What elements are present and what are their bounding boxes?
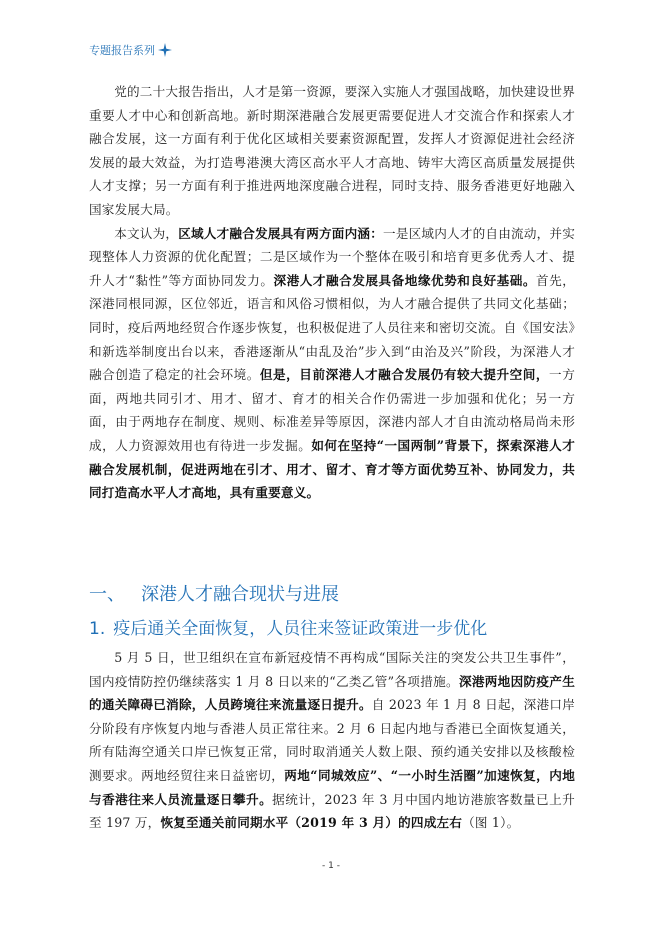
- subsection-title: 疫后通关全面恢复，人员往来签证政策进一步优化: [113, 619, 488, 639]
- intro-p2-text-1: 本文认为，: [114, 225, 179, 241]
- body-text-4: （图 1）。: [462, 815, 520, 831]
- page-number: - 1 -: [322, 861, 340, 871]
- intro-paragraph-1: [89, 80, 575, 222]
- intro-p2-text-3: 首先，深港同根同源，区位邻近，语言和风俗习惯相似，为人才融合提供了共同文化基础；同时，疫后两地经贸合作逐步恢复，也积极促进了人员往来和密切交流。自《国安法》和新选举制度出台以来，香港逐渐从“由乱及治”步入到“由治及兴”阶段，为深港人才融合创造了稳定的社会环境。: [89, 272, 575, 383]
- intro-p2-text-4: 一方面，两地共同引才、用才、留才、育才的相关合作仍需进一步加强和优化；另一方面，由于两地存在制度、规则、标准差异等原因，深港内部人才自由流动格局尚未形成，人力资源效用也有待进一步发掘。: [89, 367, 575, 453]
- body-bold-2: 两地“同城效应”、“一小时生活圈”加速恢复，内地与香港往来人员流量逐日攀升。: [89, 767, 576, 807]
- four-point-star-icon: [158, 43, 172, 57]
- subsection-heading: [89, 614, 487, 639]
- section-number: 一、: [89, 584, 125, 605]
- intro-p2-bold-3: 但是，目前深港人才融合发展仍有较大提升空间，: [259, 367, 550, 383]
- report-series-header: [89, 42, 172, 58]
- intro-section: [89, 80, 575, 505]
- intro-p2-text-2: 一是区域内人才的自由流动，并实现整体人力资源的优化配置；二是区域作为一个整体在吸引和培育更多优秀人才、提升人才“黏性”等方面协同发力。: [89, 225, 576, 288]
- body-text-2: 自 2023 年 1 月 8 日起，深港口岸分阶段有序恢复内地与香港人员正常往来。2 月 6 日起内地与香港已全面恢复通关，所有陆海空通关口岸已恢复正常，同时取消通关人数上限、预约通关安排以及核酸检测要求。两地经贸往来日益密切，: [89, 697, 575, 783]
- section-title: 深港人才融合现状与进展: [141, 584, 339, 605]
- intro-p2-bold-1: 区域人才融合发展具有两方面内涵：: [178, 225, 384, 241]
- subsection-body: [89, 646, 575, 835]
- body-paragraph: [89, 646, 575, 835]
- intro-p2-bold-2: 深港人才融合发展具备地缘优势和良好基础。: [273, 272, 536, 288]
- body-bold-3: 恢复至通关前同期水平（2019 年 3 月）的四成左右: [160, 815, 463, 831]
- subsection-number: 1.: [89, 619, 106, 639]
- body-bold-1: 深港两地因防疫产生的通关障碍已消除，人员跨境往来流量逐日提升。: [89, 673, 576, 713]
- body-text-3: 据统计，2023 年 3 月中国内地访港旅客数量已上升至 197 万，: [89, 791, 575, 831]
- intro-p2-bold-4: 如何在坚持“一国两制”背景下，探索深港人才融合发展机制，促进两地在引才、用才、留才、育才等方面优势互补、协同发力，共同打造高水平人才高地，具有重要意义。: [89, 437, 575, 501]
- intro-p1-text: 党的二十大报告指出，人才是第一资源，要深入实施人才强国战略，加快建设世界重要人才中心和创新高地。新时期深港融合发展更需要促进人才交流合作和探索人才融合发展，这一方面有利于优化区域相关要素资源配置，发挥人才资源促进社会经济发展的最大效益，为打造粤港澳大湾区高水平人才高地、铸牢大湾区高质量发展提供人才支撑；另一方面有利于推进两地深度融合进程，同时支持、服务香港更好地融入国家发展大局。: [89, 84, 575, 217]
- section-heading: [89, 580, 339, 606]
- intro-paragraph-2: [89, 222, 575, 505]
- body-text-1: 5 月 5 日，世卫组织在宣布新冠疫情不再构成“国际关注的突发公共卫生事件”，国内疫情防控仍继续落实 1 月 8 日以来的“乙类乙管”各项措施。: [89, 650, 575, 689]
- series-label: 专题报告系列: [89, 44, 155, 57]
